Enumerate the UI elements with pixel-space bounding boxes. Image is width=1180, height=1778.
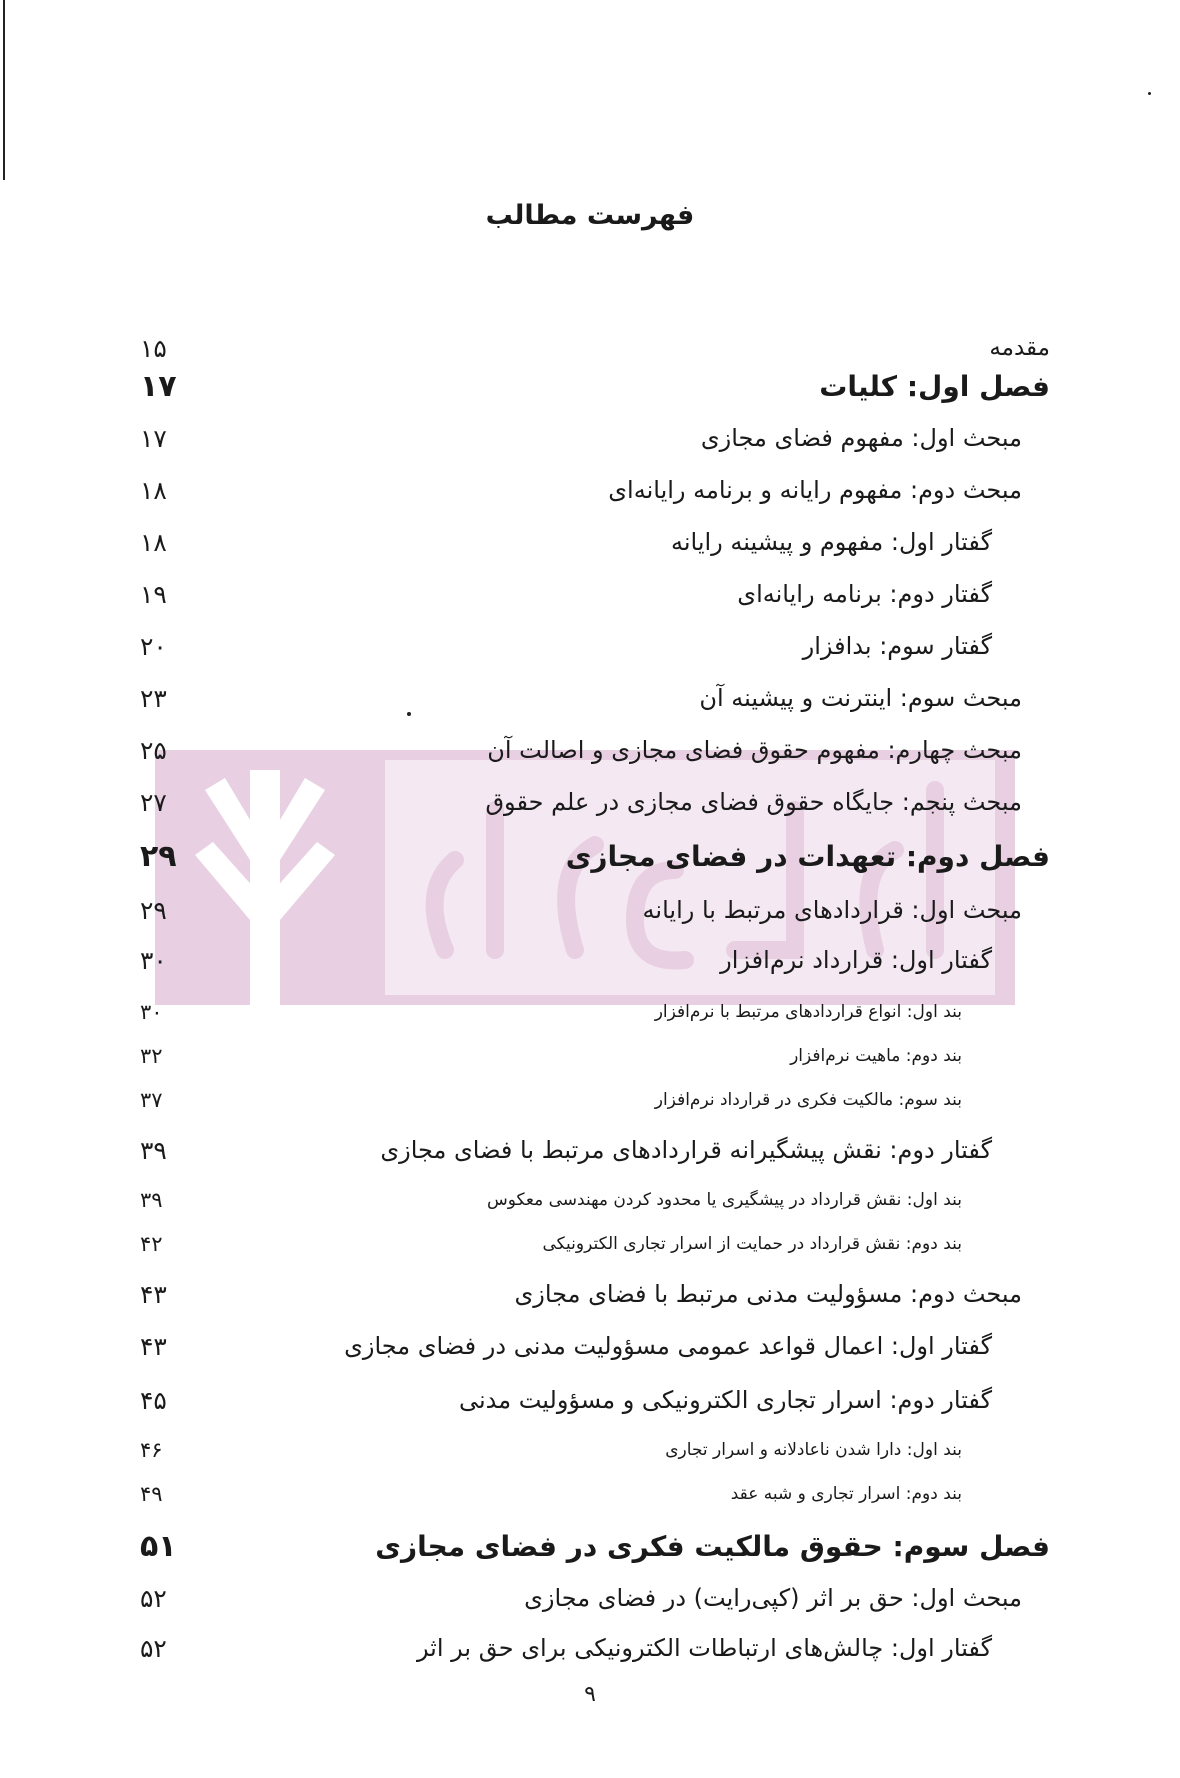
page-title: فهرست مطالب (485, 200, 695, 231)
toc-entry-page: ۳۰ (140, 1000, 163, 1024)
toc-entry-title: بند سوم: مالکیت فکری در قرارداد نرم‌افزار (654, 1090, 962, 1110)
toc-entry-title: بند دوم: نقش قرارداد در حمایت از اسرار تجاری الکترونیکی (542, 1234, 962, 1254)
toc-entry-title: گفتار اول: اعمال قواعد عمومی مسؤولیت مدنی در فضای مجازی (344, 1332, 992, 1360)
toc-entry-title: بند دوم: ماهیت نرم‌افزار (790, 1046, 962, 1066)
toc-entry[interactable] (140, 516, 1050, 568)
toc-chapter[interactable] (140, 1520, 1050, 1572)
toc-entry-title: گفتار سوم: بدافزار (802, 632, 992, 660)
toc-entry-title: گفتار دوم: اسرار تجاری الکترونیکی و مسؤولیت مدنی (458, 1386, 992, 1414)
toc-entry-page: ۵۲ (140, 1583, 167, 1613)
toc-entry-title: گفتار اول: قرارداد نرم‌افزار (720, 946, 992, 974)
toc-entry-page: ۱۸ (140, 527, 167, 557)
toc-entry[interactable] (140, 1268, 1050, 1320)
toc-entry-page: ۲۹ (140, 838, 177, 874)
toc-entry-page: ۲۰ (140, 631, 167, 661)
toc-entry-title: مبحث اول: قراردادهای مرتبط با رایانه (642, 896, 1022, 924)
toc-entry[interactable] (140, 1320, 1050, 1372)
toc-entry-page: ۱۷ (140, 368, 177, 404)
toc-entry-title: مبحث چهارم: مفهوم حقوق فضای مجازی و اصالت آن (487, 736, 1022, 764)
toc-entry-title: گفتار دوم: برنامه رایانه‌ای (737, 580, 992, 608)
toc-entry-page: ۱۹ (140, 579, 167, 609)
toc-entry-title: بند اول: دارا شدن ناعادلانه و اسرار تجاری (665, 1440, 962, 1460)
toc-entry-page: ۲۹ (140, 895, 167, 925)
toc-entry-title: مقدمه (989, 335, 1050, 361)
toc-entry-title: فصل اول: کلیات (819, 369, 1050, 403)
toc-entry-page: ۳۰ (140, 945, 167, 975)
toc-entry-title: مبحث اول: حق بر اثر (کپی‌رایت) در فضای مجازی (524, 1584, 1022, 1612)
toc-entry[interactable] (140, 464, 1050, 516)
toc-entry-title: فصل دوم: تعهدات در فضای مجازی (565, 839, 1050, 873)
toc-entry-page: ۱۵ (140, 333, 167, 363)
toc-chapter[interactable] (140, 360, 1050, 412)
toc-entry[interactable] (140, 1218, 1050, 1270)
toc-entry-page: ۱۸ (140, 475, 167, 505)
toc-entry[interactable] (140, 884, 1050, 936)
toc-entry-page: ۳۹ (140, 1188, 163, 1212)
toc-entry[interactable] (140, 1124, 1050, 1176)
toc-entry-title: گفتار اول: چالش‌های ارتباطات الکترونیکی برای حق بر اثر (416, 1634, 992, 1662)
scan-speck (1148, 92, 1151, 95)
toc-entry-page: ۲۵ (140, 735, 167, 765)
toc-entry[interactable] (140, 1468, 1050, 1520)
toc-chapter[interactable] (140, 830, 1050, 882)
toc-entry-title: مبحث اول: مفهوم فضای مجازی (700, 424, 1022, 452)
toc-entry-page: ۴۳ (140, 1331, 167, 1361)
toc-entry-page: ۴۹ (140, 1482, 163, 1506)
scan-speck (407, 712, 411, 716)
toc-entry-page: ۴۲ (140, 1232, 163, 1256)
toc-entry-title: بند اول: نقش قرارداد در پیشگیری یا محدود کردن مهندسی معکوس (486, 1190, 962, 1210)
toc-entry-page: ۱۷ (140, 423, 167, 453)
toc-entry[interactable] (140, 620, 1050, 672)
scan-edge (3, 0, 5, 180)
toc-entry-title: مبحث سوم: اینترنت و پیشینه آن (699, 684, 1022, 712)
toc-entry[interactable] (140, 1572, 1050, 1624)
toc-entry[interactable] (140, 1374, 1050, 1426)
page-number: ۹ (584, 1682, 596, 1707)
toc-entry-page: ۳۷ (140, 1088, 163, 1112)
toc-entry-title: بند دوم: اسرار تجاری و شبه عقد (730, 1484, 962, 1504)
toc-entry[interactable] (140, 412, 1050, 464)
toc-entry-page: ۲۷ (140, 787, 167, 817)
toc-entry[interactable] (140, 1622, 1050, 1674)
toc-entry-title: گفتار دوم: نقش پیشگیرانه قراردادهای مرتبط با فضای مجازی (380, 1136, 992, 1164)
toc-entry[interactable] (140, 1074, 1050, 1126)
toc-entry-page: ۳۹ (140, 1135, 167, 1165)
toc-entry-title: گفتار اول: مفهوم و پیشینه رایانه (670, 528, 992, 556)
toc-entry-title: مبحث دوم: مفهوم رایانه و برنامه رایانه‌ای (608, 476, 1022, 504)
toc-entry[interactable] (140, 724, 1050, 776)
toc-entry-title: مبحث دوم: مسؤولیت مدنی مرتبط با فضای مجازی (514, 1280, 1022, 1308)
toc-entry-page: ۳۲ (140, 1044, 163, 1068)
toc-entry[interactable] (140, 934, 1050, 986)
toc-entry-title: مبحث پنجم: جایگاه حقوق فضای مجازی در علم حقوق (485, 788, 1022, 816)
toc-entry-page: ۴۶ (140, 1438, 163, 1462)
toc-entry-title: بند اول: انواع قراردادهای مرتبط با نرم‌افزار (654, 1002, 962, 1022)
toc-entry-page: ۴۳ (140, 1279, 167, 1309)
toc-entry-page: ۵۲ (140, 1633, 167, 1663)
toc-entry-page: ۴۵ (140, 1385, 167, 1415)
toc-entry[interactable] (140, 776, 1050, 828)
toc-entry[interactable] (140, 568, 1050, 620)
toc-entry[interactable] (140, 672, 1050, 724)
toc-entry-page: ۵۱ (140, 1528, 177, 1564)
toc-entry-page: ۲۳ (140, 683, 167, 713)
toc-entry-title: فصل سوم: حقوق مالکیت فکری در فضای مجازی (375, 1529, 1050, 1563)
